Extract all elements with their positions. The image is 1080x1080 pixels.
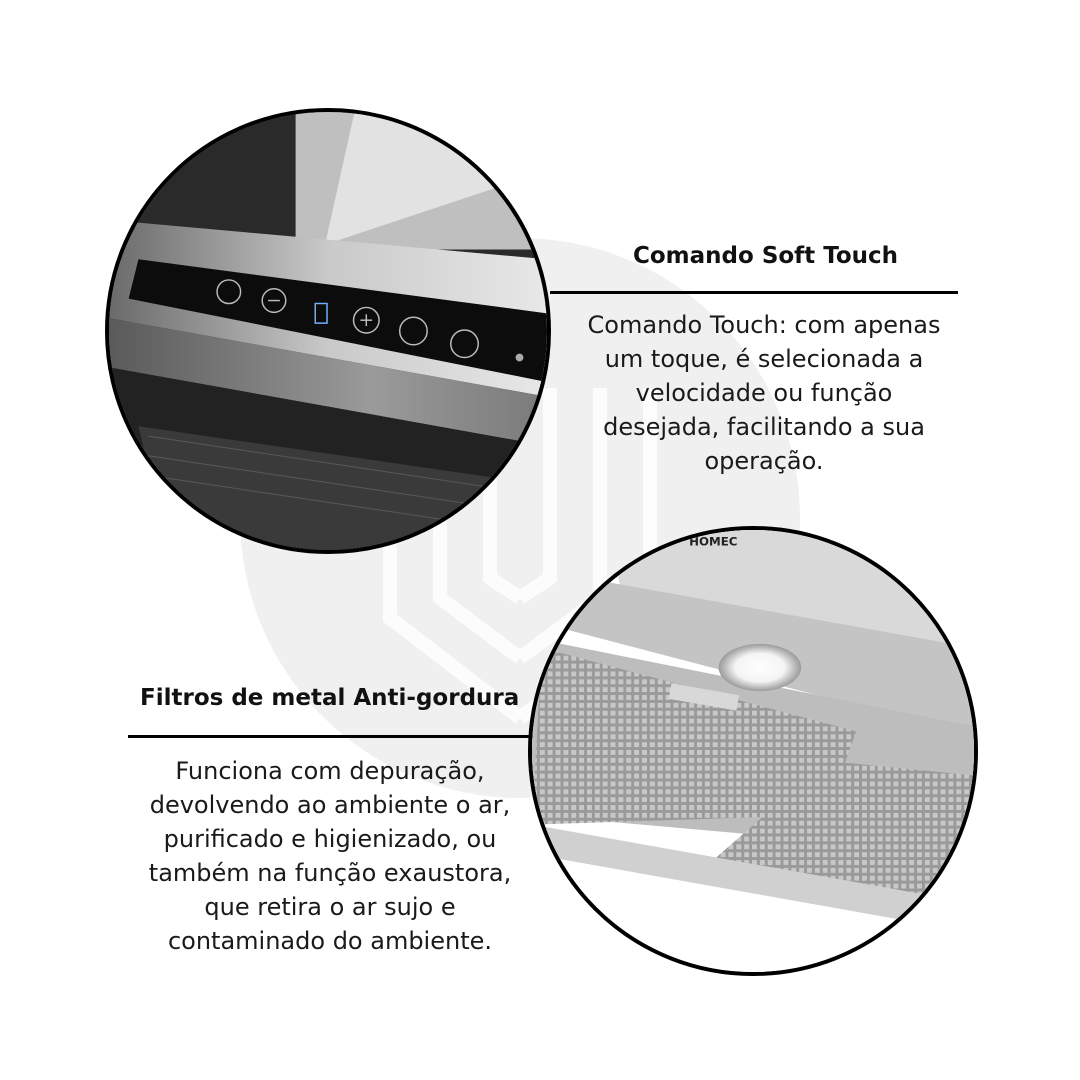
- description-line: purificado e higienizado, ou: [163, 825, 497, 853]
- description-line: velocidade ou função: [635, 379, 893, 407]
- control-panel-photo: [105, 108, 551, 554]
- description-line: contaminado do ambiente.: [167, 927, 493, 955]
- section-divider-1: [550, 291, 958, 294]
- section-divider-2: [128, 735, 532, 738]
- section-title-filters: Filtros de metal Anti-gordura: [140, 685, 520, 711]
- section-description-filters: [120, 754, 540, 958]
- section-description-soft-touch: [560, 308, 968, 478]
- description-line: devolvendo ao ambiente o ar,: [149, 791, 511, 819]
- brand-logo: HOMEC: [689, 534, 738, 549]
- description-line: Comando Touch: com apenas: [587, 311, 941, 339]
- description-line: desejada, facilitando a sua: [603, 413, 925, 441]
- description-line: também na função exaustora,: [148, 859, 512, 887]
- description-line: um toque, é selecionada a: [604, 345, 924, 373]
- description-line: operação.: [704, 447, 824, 475]
- description-line: que retira o ar sujo e: [204, 893, 456, 921]
- description-line: Funciona com depuração,: [175, 757, 485, 785]
- section-title-soft-touch: Comando Soft Touch: [633, 243, 899, 269]
- lamp-icon: [719, 644, 802, 691]
- filters-photo: [528, 526, 978, 976]
